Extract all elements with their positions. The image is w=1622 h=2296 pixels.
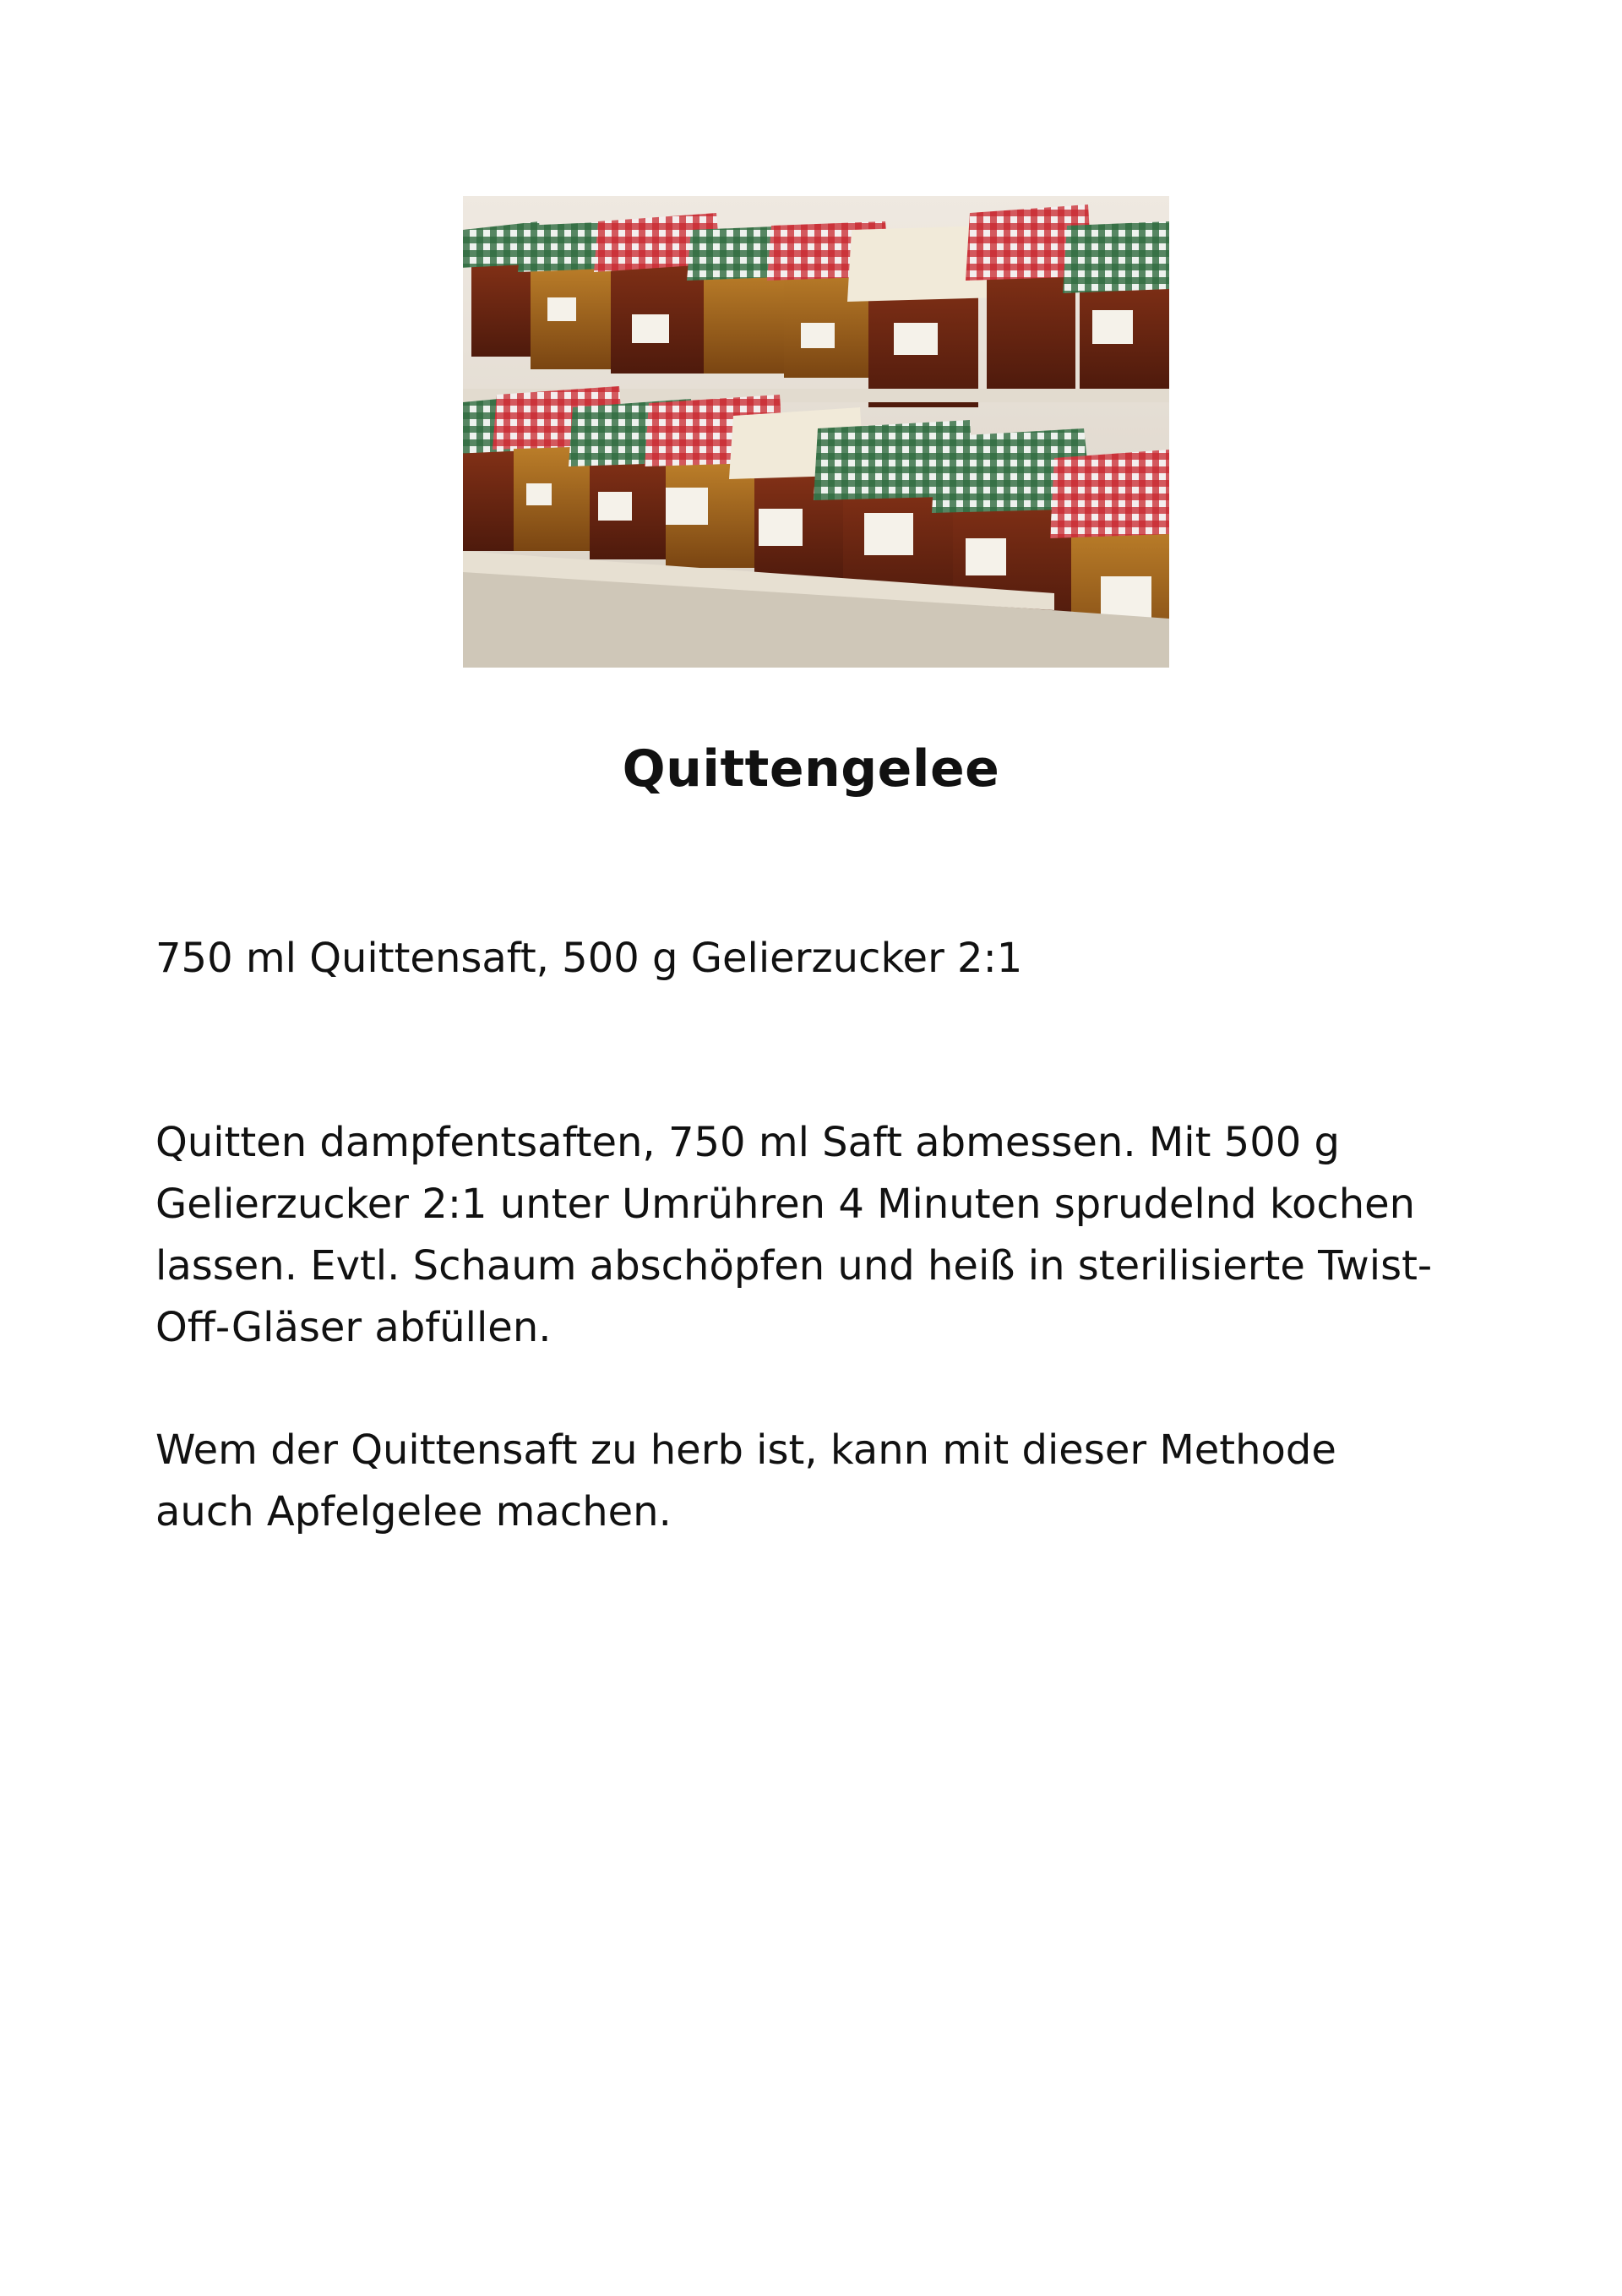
jam-jars-photo (463, 196, 1169, 668)
instructions-line: lassen. Evtl. Schaum abschöpfen und heiß in sterilisierte Twist- (155, 1242, 1433, 1290)
note-paragraph (155, 1420, 1490, 1543)
instructions-line: Gelierzucker 2:1 unter Umrühren 4 Minuten sprudelnd kochen (155, 1181, 1416, 1228)
instructions-line: Quitten dampfentsaften, 750 ml Saft abmessen. Mit 500 g (155, 1119, 1341, 1166)
instructions-paragraph (155, 1112, 1490, 1359)
ingredients-line: 750 ml Quittensaft, 500 g Gelierzucker 2:1 (155, 935, 1023, 982)
instructions-line: Off-Gläser abfüllen. (155, 1304, 552, 1351)
page-title: Quittengelee (622, 739, 1000, 799)
note-line: auch Apfelgelee machen. (155, 1488, 672, 1535)
note-line: Wem der Quittensaft zu herb ist, kann mit dieser Methode (155, 1426, 1336, 1474)
